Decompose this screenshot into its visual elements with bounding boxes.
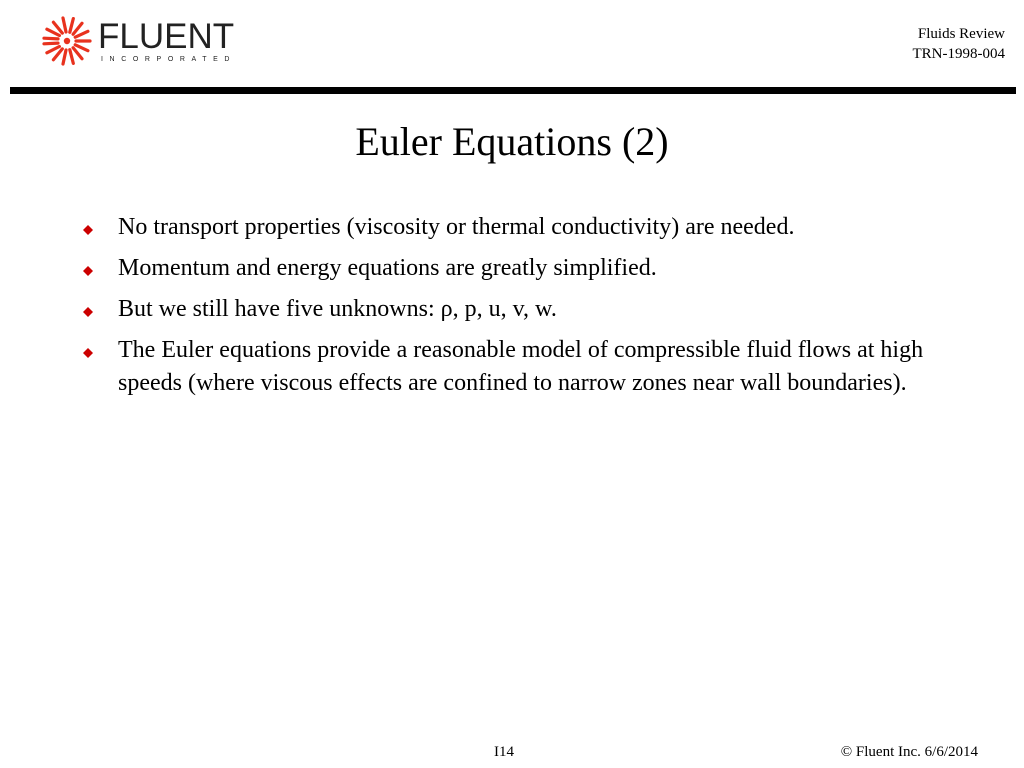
bullet-text: Momentum and energy equations are greatly simplified. xyxy=(118,255,657,281)
page-number: I14 xyxy=(494,744,514,760)
slide-title: Euler Equations (2) xyxy=(355,119,669,164)
bullet-text: The Euler equations provide a reasonable model of compressible fluid flows at high speeds (where viscous effects are confined to narrow zones near wall boundaries). xyxy=(118,337,924,396)
header-divider xyxy=(10,87,1016,94)
doc-title: Fluids Review xyxy=(917,26,1005,42)
doc-info xyxy=(913,24,1006,64)
diamond-icon xyxy=(83,307,93,317)
diamond-icon xyxy=(83,348,93,358)
logo-subtitle: INCORPORATED xyxy=(101,56,237,63)
bullet-item xyxy=(78,293,938,326)
logo-wordmark: FLUENT xyxy=(98,17,235,56)
doc-code: TRN-1998-004 xyxy=(912,46,1005,62)
diamond-icon xyxy=(83,225,93,235)
bullet-item xyxy=(78,334,938,400)
diamond-icon xyxy=(83,266,93,276)
copyright-notice: © Fluent Inc. 6/6/2014 xyxy=(840,744,978,760)
bullet-list xyxy=(78,211,938,408)
bullet-item xyxy=(78,252,938,285)
bullet-text: No transport properties (viscosity or thermal conductivity) are needed. xyxy=(118,214,795,240)
bullet-text: But we still have five unknowns: ρ, p, u, v, w. xyxy=(118,296,557,322)
fluent-logo xyxy=(42,16,237,70)
bullet-item xyxy=(78,211,938,244)
